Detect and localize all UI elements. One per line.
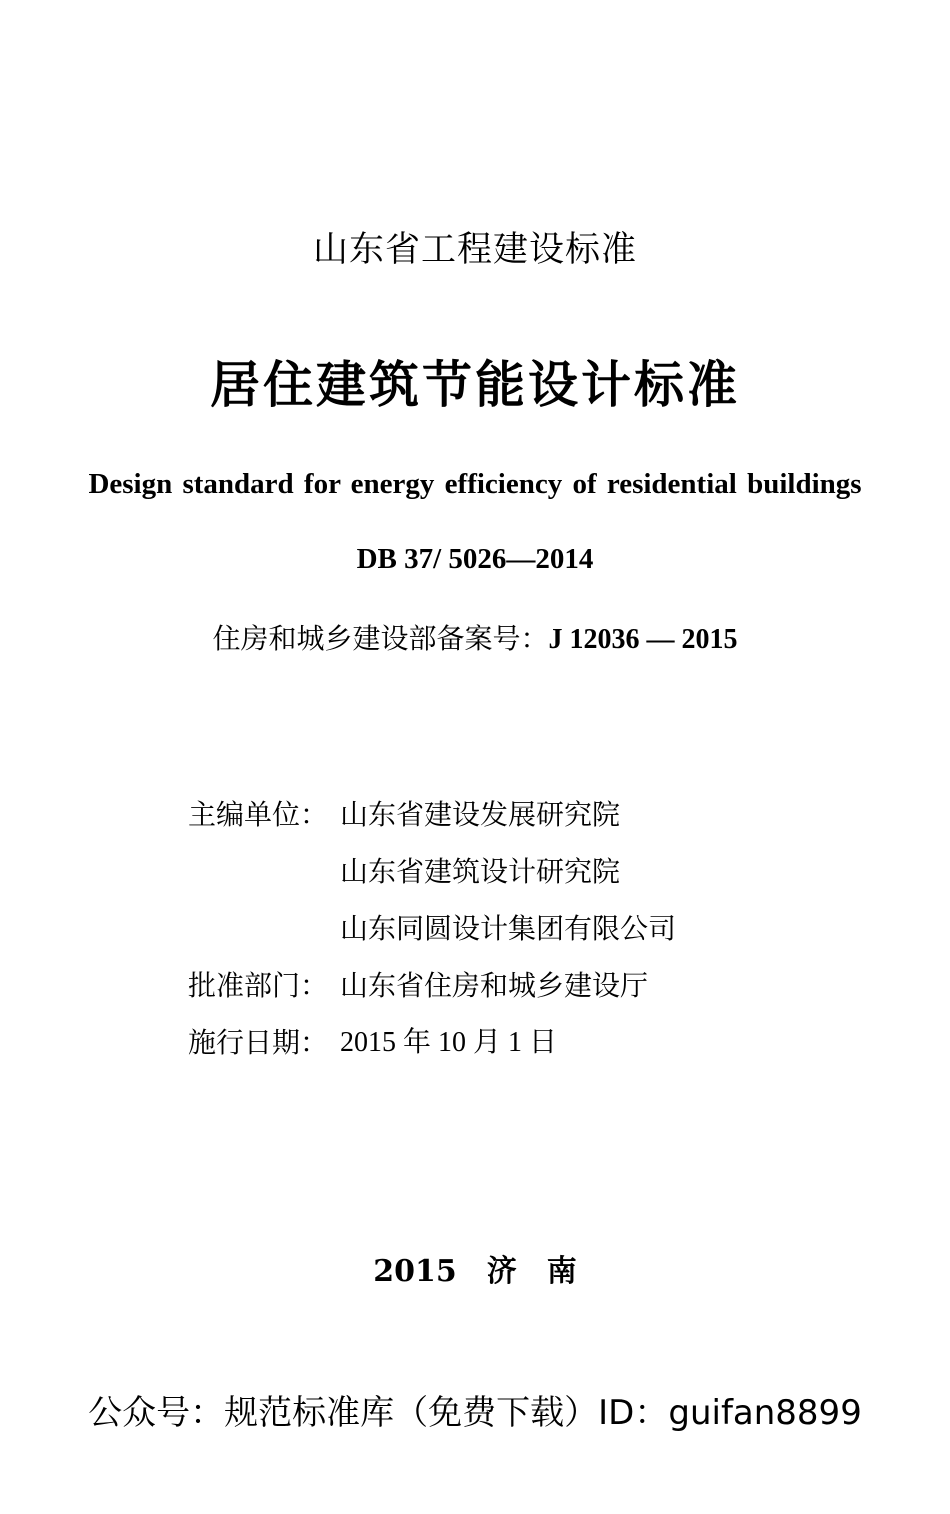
record-number-label: 住房和城乡建设部备案号： — [212, 622, 549, 655]
document-title-english: Design standard for energy efficiency of residential buildings — [88, 468, 862, 500]
standard-series: 山东省工程建设标准 — [312, 230, 637, 270]
document-title-chinese: 居住建筑节能设计标准 — [210, 355, 740, 414]
editor-organization: 山东省建设发展研究院 — [340, 798, 621, 831]
imprint-city-char: 南 — [546, 1254, 577, 1289]
publication-info — [188, 786, 676, 1071]
effective-date-value: 2015 年 10 月 1 日 — [340, 1027, 558, 1058]
effective-date-label: 施行日期： — [188, 1026, 329, 1059]
editor-row — [188, 843, 676, 900]
editor-row — [188, 786, 676, 843]
editor-label-spacer — [188, 843, 340, 900]
imprint — [0, 1246, 950, 1290]
record-number — [0, 617, 950, 657]
editor-label: 主编单位： — [188, 798, 329, 831]
editor-organization: 山东省建筑设计研究院 — [340, 855, 621, 888]
editor-label-spacer — [188, 900, 340, 957]
editor-organization: 山东同圆设计集团有限公司 — [340, 912, 677, 945]
record-number-value: J 12036 — 2015 — [548, 624, 738, 655]
imprint-year: 2015 — [373, 1254, 457, 1289]
standard-number: DB 37/ 5026—2014 — [356, 543, 594, 575]
approver-row — [188, 957, 676, 1014]
approver-label: 批准部门： — [188, 969, 329, 1002]
imprint-city-char: 济 — [486, 1254, 517, 1289]
approver-department: 山东省住房和城乡建设厅 — [340, 969, 649, 1002]
effective-date-row — [188, 1014, 676, 1071]
editor-row — [188, 900, 676, 957]
footer-watermark-note: 公众号：规范标准库（免费下载）ID：guifan8899 — [88, 1393, 862, 1433]
